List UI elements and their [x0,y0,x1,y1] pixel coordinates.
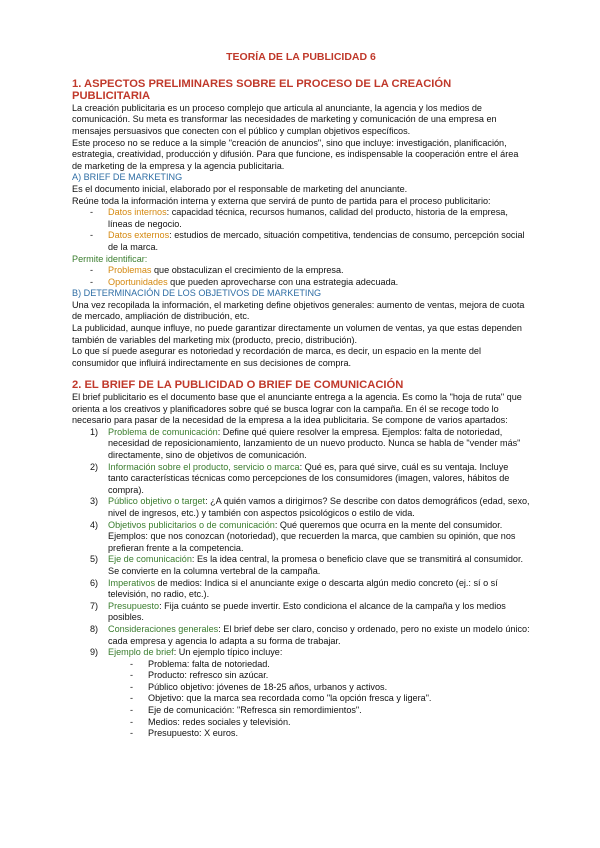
list-item [90,277,530,289]
example-item: - Medios: redes sociales y televisión. [130,717,530,729]
numbered-item [72,578,530,601]
numbered-item [72,601,530,624]
item-text: que obstaculizan el crecimiento de la empresa. [151,265,344,276]
item-text: : capacidad técnica, recursos humanos, calidad del producto, historia de la empresa, líneas de negocio. [108,207,508,229]
data-list [72,207,530,253]
item-label: Eje de comunicación [108,554,192,565]
item-text: : ¿A quién vamos a dirigirnos? Se describe con datos demográficos (edad, sexo, nivel de ingresos, etc.) y también con aspectos psicológicos o estilo de vida. [108,496,530,518]
paragraph-b1: Una vez recopilada la información, el marketing define objetivos generales: aumento de ventas, mejora de cuota de mercado, ampliación de distribución, etc. [72,299,525,322]
example-item: - Producto: refresco sin azúcar. [130,670,530,682]
numbered-item [72,427,530,462]
subheading-a: A) BRIEF DE MARKETING [72,172,183,183]
item-label: Problemas [108,265,152,276]
example-item: - Presupuesto: X euros. [130,728,530,740]
item-number: 1) [90,426,99,437]
paragraph-b2: La publicidad, aunque influye, no puede garantizar directamente un volumen de ventas, ya que estas dependen también de variables del marketing mix (producto, precio, distribución). [72,323,522,345]
item-text: : Fija cuánto se puede invertir. Esto condiciona el alcance de la campaña y los medios posibles. [108,600,506,623]
identify-list [72,265,530,288]
item-text: de medios: Indica si el anunciante exige o descarta algún medio concreto (ej.: sí o sí televisión, no radio, etc.). [108,577,498,600]
item-text: : estudios de mercado, situación competitiva, tendencias de consumo, percepción social de la marca. [108,230,525,252]
section-1-intro-2: Este proceso no se reduce a la simple "creación de anuncios", sino que incluye: investigación, planificación, estrategia, creatividad, producción y difusión. Para que funcione, es indispensable la cooperación entre el área de marketing de la empresa y la agencia publicitaria. [72,137,519,171]
item-number: 3) [90,496,99,507]
list-item [90,207,530,230]
section-2-intro: El brief publicitario es el documento base que el anunciante entrega a la agencia. Es como la "hoja de ruta" que orienta a los creativos y planificadores sobre qué se busca lograr con la campaña. En él se recoge todo lo necesario para pasar de la necesidad de la empresa a la idea publicitaria. Se compone de varios apartados: [72,392,522,426]
subheading-b: B) DETERMINACIÓN DE LOS OBJETIVOS DE MARKETING [72,288,322,299]
example-item: - Eje de comunicación: "Refresca sin remordimientos". [130,705,530,717]
item-text: : Define qué quiere resolver la empresa. Ejemplos: falta de notoriedad, necesidad de reposicionamiento, lanzamiento de un nuevo producto. Nunca se habla de "vender más" directamente, sino de objetivos de comunicación. [108,426,521,460]
example-item: - Objetivo: que la marca sea recordada como "la opción fresca y ligera". [130,693,530,705]
item-number: 7) [90,600,99,611]
item-label: Público objetivo o target [108,496,206,507]
item-label: Datos internos [108,207,167,218]
section-2-heading: 2. EL BRIEF DE LA PUBLICIDAD O BRIEF DE COMUNICACIÓN [72,379,404,392]
paragraph-b3: Lo que sí puede asegurar es notoriedad y recordación de marca, es decir, un espacio en la mente del consumidor que influirá indirectamente en sus decisiones de compra. [72,346,481,368]
document-page [72,52,530,740]
list-item [90,230,530,253]
numbered-item [72,554,530,577]
item-text: : Es la idea central, la promesa o beneficio clave que se transmitirá al consumidor. Se convierte en la columna vertebral de la campaña. [108,554,523,576]
item-label: Oportunidades [108,276,168,287]
item-text: : El brief debe ser claro, conciso y ordenado, pero no existe un modelo único: cada empresa y agencia lo adapta a su forma de trabajar. [108,623,530,646]
item-number: 4) [90,519,99,530]
section-1-heading: 1. ASPECTOS PRELIMINARES SOBRE EL PROCESO DE LA CREACIÓN PUBLICITARIA [72,77,452,103]
item-label: Objetivos publicitarios o de comunicación [108,519,275,530]
item-text: que pueden aprovecharse con una estrategia adecuada. [167,276,399,287]
item-number: 6) [90,577,99,588]
numbered-item [72,647,530,740]
item-number: 9) [90,647,99,658]
list-item [90,265,530,277]
paragraph-a2: Reúne toda la información interna y externa que servirá de punto de partida para el proceso publicitario: [72,195,491,206]
item-text: : Un ejemplo típico incluye: [173,647,283,658]
item-text: : Qué queremos que ocurra en la mente del consumidor. Ejemplos: que nos conozcan (notoriedad), que recuerden la marca, que cambien su opinión, que nos prefieran frente a la competencia. [108,519,516,553]
item-label: Presupuesto [108,600,160,611]
item-label: Datos externos [108,230,170,241]
item-number: 5) [90,554,99,565]
example-list [108,659,530,740]
section-1-intro: La creación publicitaria es un proceso complejo que articula al anunciante, la agencia y los medios de comunicación. Su meta es transformar las necesidades de marketing y comunicación de una empresa en mensajes persuasivos que conecten con el público y cumplan objetivos específicos. [72,102,497,136]
numbered-item [72,624,530,647]
item-label: Imperativos [108,577,156,588]
numbered-item [72,520,530,555]
example-item: - Público objetivo: jóvenes de 18-25 años, urbanos y activos. [130,682,530,694]
item-label: Ejemplo de brief [108,647,174,658]
item-label: Información sobre el producto, servicio o marca [108,461,300,472]
permite-label: Permite identificar: [72,253,148,264]
item-text: : Qué es, para qué sirve, cuál es su ventaja. Incluye tanto características técnicas como percepciones de los consumidores (imagen, valores, hábitos de compra). [108,461,510,495]
numbered-item [72,496,530,519]
item-number: 2) [90,461,99,472]
example-item: - Problema: falta de notoriedad. [130,659,530,671]
paragraph-a1: Es el documento inicial, elaborado por el responsable de marketing del anunciante. [72,183,408,194]
item-label: Problema de comunicación [108,426,218,437]
page-title: TEORÍA DE LA PUBLICIDAD 6 [226,51,376,63]
brief-sections-list [72,427,530,740]
item-number: 8) [90,623,99,634]
item-label: Consideraciones generales [108,623,219,634]
numbered-item [72,462,530,497]
